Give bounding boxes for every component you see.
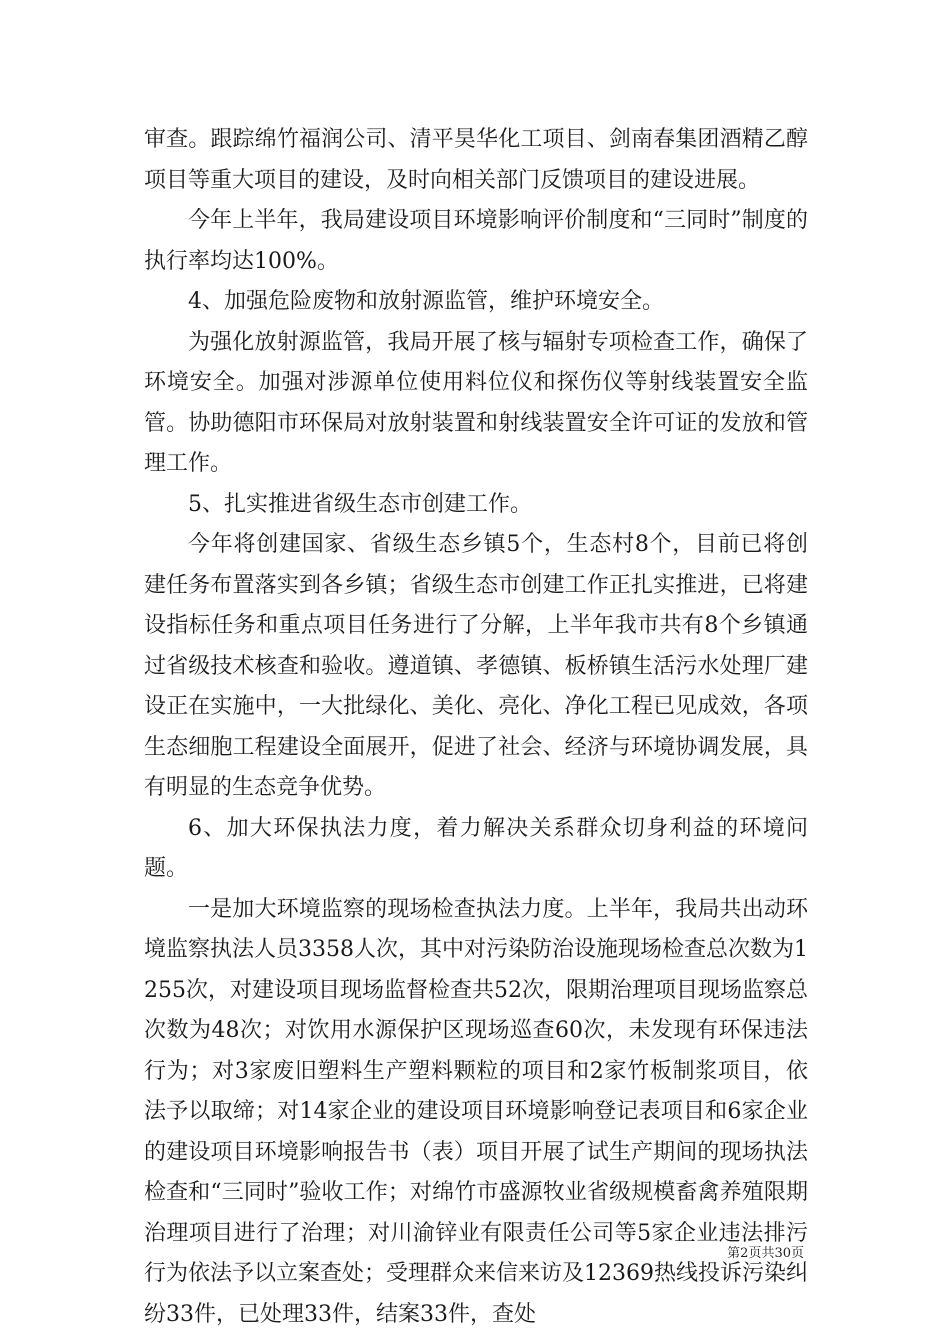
section-heading-6: 6、加大环保执法力度，着力解决关系群众切身利益的环境问题。: [144, 815, 808, 881]
section-heading-5: 5、扎实推进省级生态市创建工作。: [188, 491, 532, 517]
paragraph-6: 今年将创建国家、省级生态乡镇5个，生态村8个，目前已将创建任务布置落实到各乡镇；省级生态市创建工作正扎实推进，已将建设指标任务和重点项目任务进行了分解，上半年我市共有8个乡镇通过省级技术核查和验收。遵道镇、孝德镇、板桥镇生活污水处理厂建设正在实施中，一大批绿化、美化、亮化、净化工程已见成效，各项生态细胞工程建设全面展开，促进了社会、经济与环境协调发展，具有明显的生态竞争优势。: [144, 532, 808, 800]
document-body: [144, 120, 808, 1335]
section-heading-4: 4、加强危险废物和放射源监管，维护环境安全。: [188, 289, 664, 314]
paragraph-1: 审查。跟踪绵竹福润公司、清平昊华化工项目、剑南春集团酒精乙醇项目等重大项目的建设，及时向相关部门反馈项目的建设进展。: [144, 127, 808, 193]
paragraph-8: 一是加大环境监察的现场检查执法力度。上半年，我局共出动环境监察执法人员3358人次，其中对污染防治设施现场检查总次数为1255次，对建设项目现场监督检查共52次，限期治理项目现场监察总次数为48次；对饮用水源保护区现场巡查60次，未发现有环保违法行为；对3家废旧塑料生产塑料颗粒的项目和2家竹板制浆项目，依法予以取缔；对14家企业的建设项目环境影响登记表项目和6家企业的建设项目环境影响报告书（表）项目开展了试生产期间的现场执法检查和“三同时”验收工作；对绵竹市盛源牧业省级规模畜禽养殖限期治理项目进行了治理；对川渝锌业有限责任公司等5家企业违法排污行为依法予以立案查处；受理群众来信来访及12369热线投诉污染纠纷33件，已处理33件，结案33件，查处: [144, 896, 808, 1327]
paragraph-2: 今年上半年，我局建设项目环境影响评价制度和“三同时”制度的执行率均达100%。: [144, 208, 808, 274]
page-number: 第2页共30页: [727, 1246, 804, 1261]
paragraph-4: 为强化放射源监管，我局开展了核与辐射专项检查工作，确保了环境安全。加强对涉源单位使用料位仪和探伤仪等射线装置安全监管。协助德阳市环保局对放射装置和射线装置安全许可证的发放和管理工作。: [144, 329, 808, 476]
